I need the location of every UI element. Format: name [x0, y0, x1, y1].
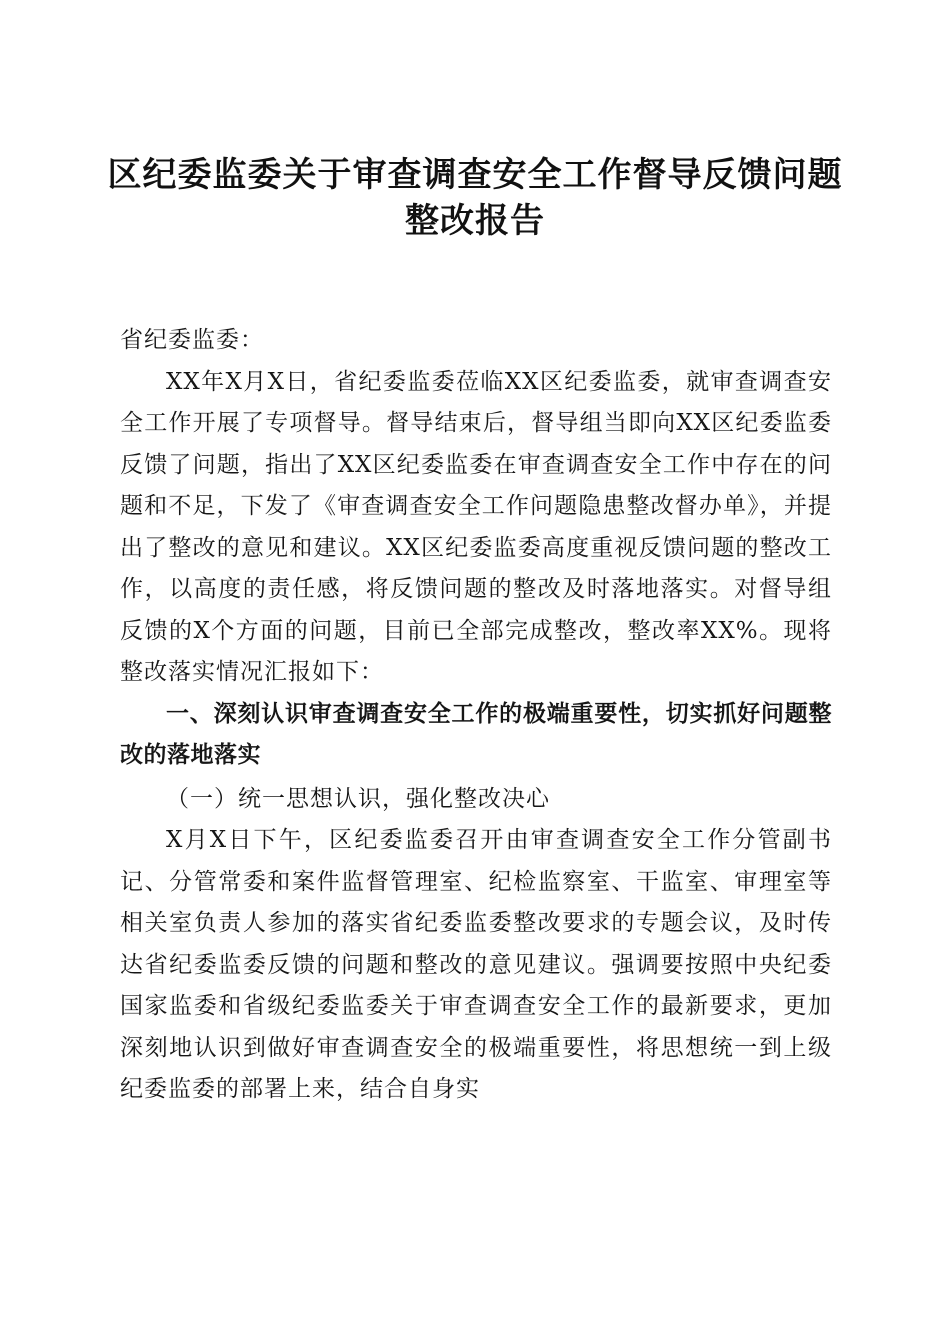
document-title: 区纪委监委关于审查调查安全工作督导反馈问题整改报告	[107, 155, 843, 241]
document-body	[120, 320, 832, 1111]
salutation: 省纪委监委：	[120, 327, 264, 353]
intro-paragraph: XX年X月X日，省纪委监委莅临XX区纪委监委，就审查调查安全工作开展了专项督导。督导结束后，督导组当即向XX区纪委监委反馈了问题，指出了XX区纪委监委在审查调查安全工作中存在的问题和不足，下发了《审查调查安全工作问题隐患整改督办单》，并提出了整改的意见和建议。XX区纪委监委高度重视反馈问题的整改工作，以高度的责任感，将反馈问题的整改及时落地落实。对督导组反馈的X个方面的问题，目前已全部完成整改，整改率XX%。现将整改落实情况汇报如下：	[120, 368, 832, 685]
subsection-heading-1-1: （一）统一思想认识，强化整改决心	[166, 785, 550, 812]
section-heading-1: 一、深刻认识审查调查安全工作的极端重要性，切实抓好问题整改的落地落实	[120, 700, 832, 768]
body-paragraph-2: X月X日下午，区纪委监委召开由审查调查安全工作分管副书记、分管常委和案件监督管理室、纪检监察室、干监室、审理室等相关室负责人参加的落实省纪委监委整改要求的专题会议，及时传达省纪委监委反馈的问题和整改的意见建议。强调要按照中央纪委国家监委和省级纪委监委关于审查调查安全工作的最新要求，更加深刻地认识到做好审查调查安全的极端重要性，将思想统一到上级纪委监委的部署上来，结合自身实	[120, 827, 832, 1102]
